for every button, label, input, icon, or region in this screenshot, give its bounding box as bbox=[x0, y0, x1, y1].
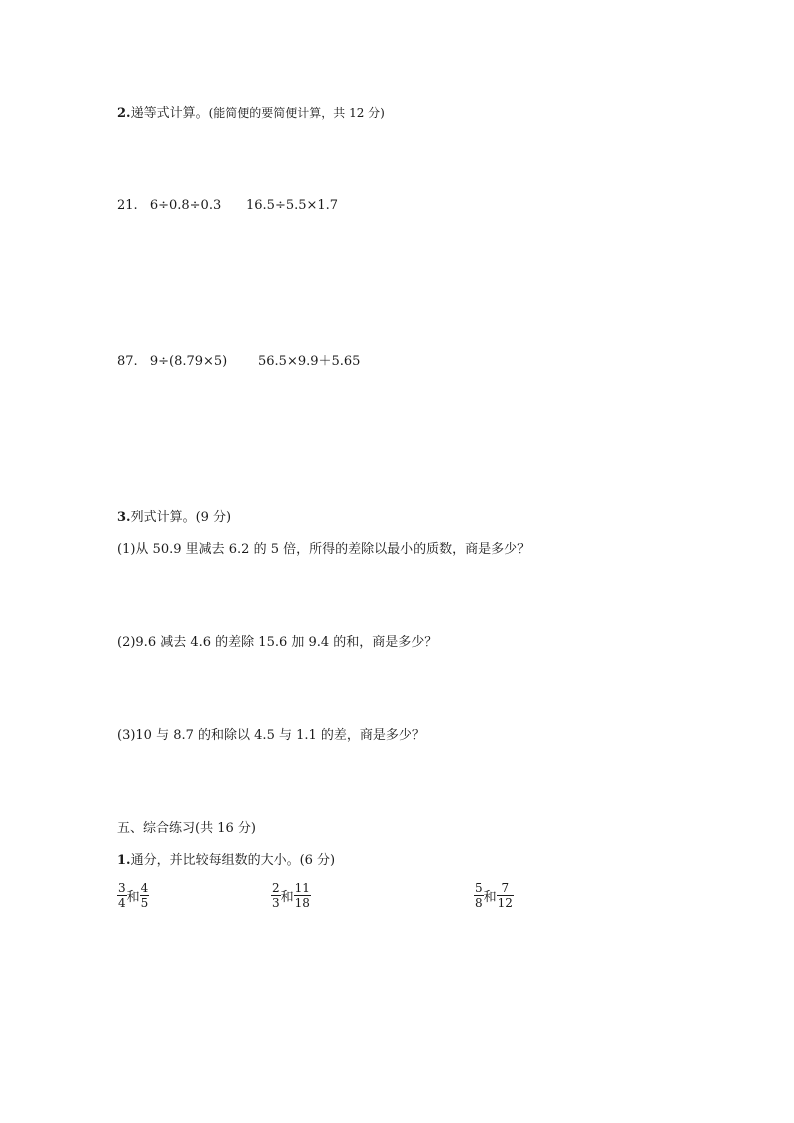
fraction-pair-2 bbox=[271, 881, 311, 917]
question-2-header bbox=[117, 104, 385, 123]
calc-row-number: 87 bbox=[117, 354, 134, 369]
calc-expression: 6÷0.8÷0.3 bbox=[149, 198, 222, 213]
fraction-pair-1 bbox=[117, 881, 149, 917]
numerator: 11 bbox=[294, 881, 310, 895]
question-number: 2 bbox=[117, 106, 127, 121]
question-5-1-header bbox=[117, 852, 335, 870]
calc-row-1 bbox=[117, 197, 221, 215]
fraction-pair-3 bbox=[474, 881, 514, 917]
question-number: 3 bbox=[117, 510, 127, 525]
fraction bbox=[117, 881, 127, 910]
calc-expression-2 bbox=[246, 197, 338, 215]
calc-expression-2 bbox=[258, 353, 360, 371]
denominator: 3 bbox=[272, 896, 280, 910]
denominator: 8 bbox=[475, 896, 483, 910]
word-problem-2: (2)9.6 减去 4.6 的差除 15.6 加 9.4 的和，商是多少？ bbox=[117, 635, 438, 650]
fraction bbox=[474, 881, 484, 910]
fraction bbox=[294, 881, 311, 910]
question-title: 递等式计算。 bbox=[130, 106, 209, 121]
calc-row-number: 21 bbox=[117, 198, 134, 213]
word-problem-1: (1)从 50.9 里减去 6.2 的 5 倍，所得的差除以最小的质数，商是多少？ bbox=[117, 542, 531, 557]
calc-expression: 16.5÷5.5×1.7 bbox=[246, 198, 339, 213]
numerator: 5 bbox=[475, 881, 483, 895]
fraction bbox=[271, 881, 281, 910]
question-separator: . bbox=[126, 510, 131, 525]
numerator: 7 bbox=[497, 881, 514, 896]
calc-expression: 9÷(8.79×5) bbox=[149, 354, 228, 369]
question-note: (能简便的要简便计算，共 12 分) bbox=[208, 106, 385, 120]
question-separator: . bbox=[126, 106, 131, 121]
numerator: 3 bbox=[118, 881, 126, 895]
question-separator: . bbox=[126, 853, 131, 868]
section-5-title: 五、综合练习(共 16 分) bbox=[117, 821, 256, 836]
denominator: 5 bbox=[140, 896, 149, 910]
fraction bbox=[140, 881, 150, 910]
numerator: 2 bbox=[272, 881, 280, 895]
denominator: 4 bbox=[118, 896, 126, 910]
question-3-header bbox=[117, 509, 231, 527]
calc-row-2 bbox=[117, 353, 227, 371]
numerator: 4 bbox=[140, 881, 149, 895]
and-word: 和 bbox=[126, 890, 140, 905]
calc-row-separator: . bbox=[133, 198, 138, 213]
and-word: 和 bbox=[280, 890, 294, 905]
fraction bbox=[497, 881, 514, 910]
question-title: 通分，并比较每组数的大小。(6 分) bbox=[130, 853, 336, 868]
question-number: 1 bbox=[117, 853, 127, 868]
denominator: 18 bbox=[294, 896, 310, 910]
and-word: 和 bbox=[483, 890, 497, 905]
calc-row-separator: . bbox=[133, 354, 138, 369]
calc-expression: 56.5×9.9＋5.65 bbox=[258, 354, 361, 369]
denominator: 12 bbox=[497, 896, 513, 910]
question-title: 列式计算。(9 分) bbox=[130, 510, 232, 525]
word-problem-3: (3)10 与 8.7 的和除以 4.5 与 1.1 的差，商是多少？ bbox=[117, 728, 425, 743]
